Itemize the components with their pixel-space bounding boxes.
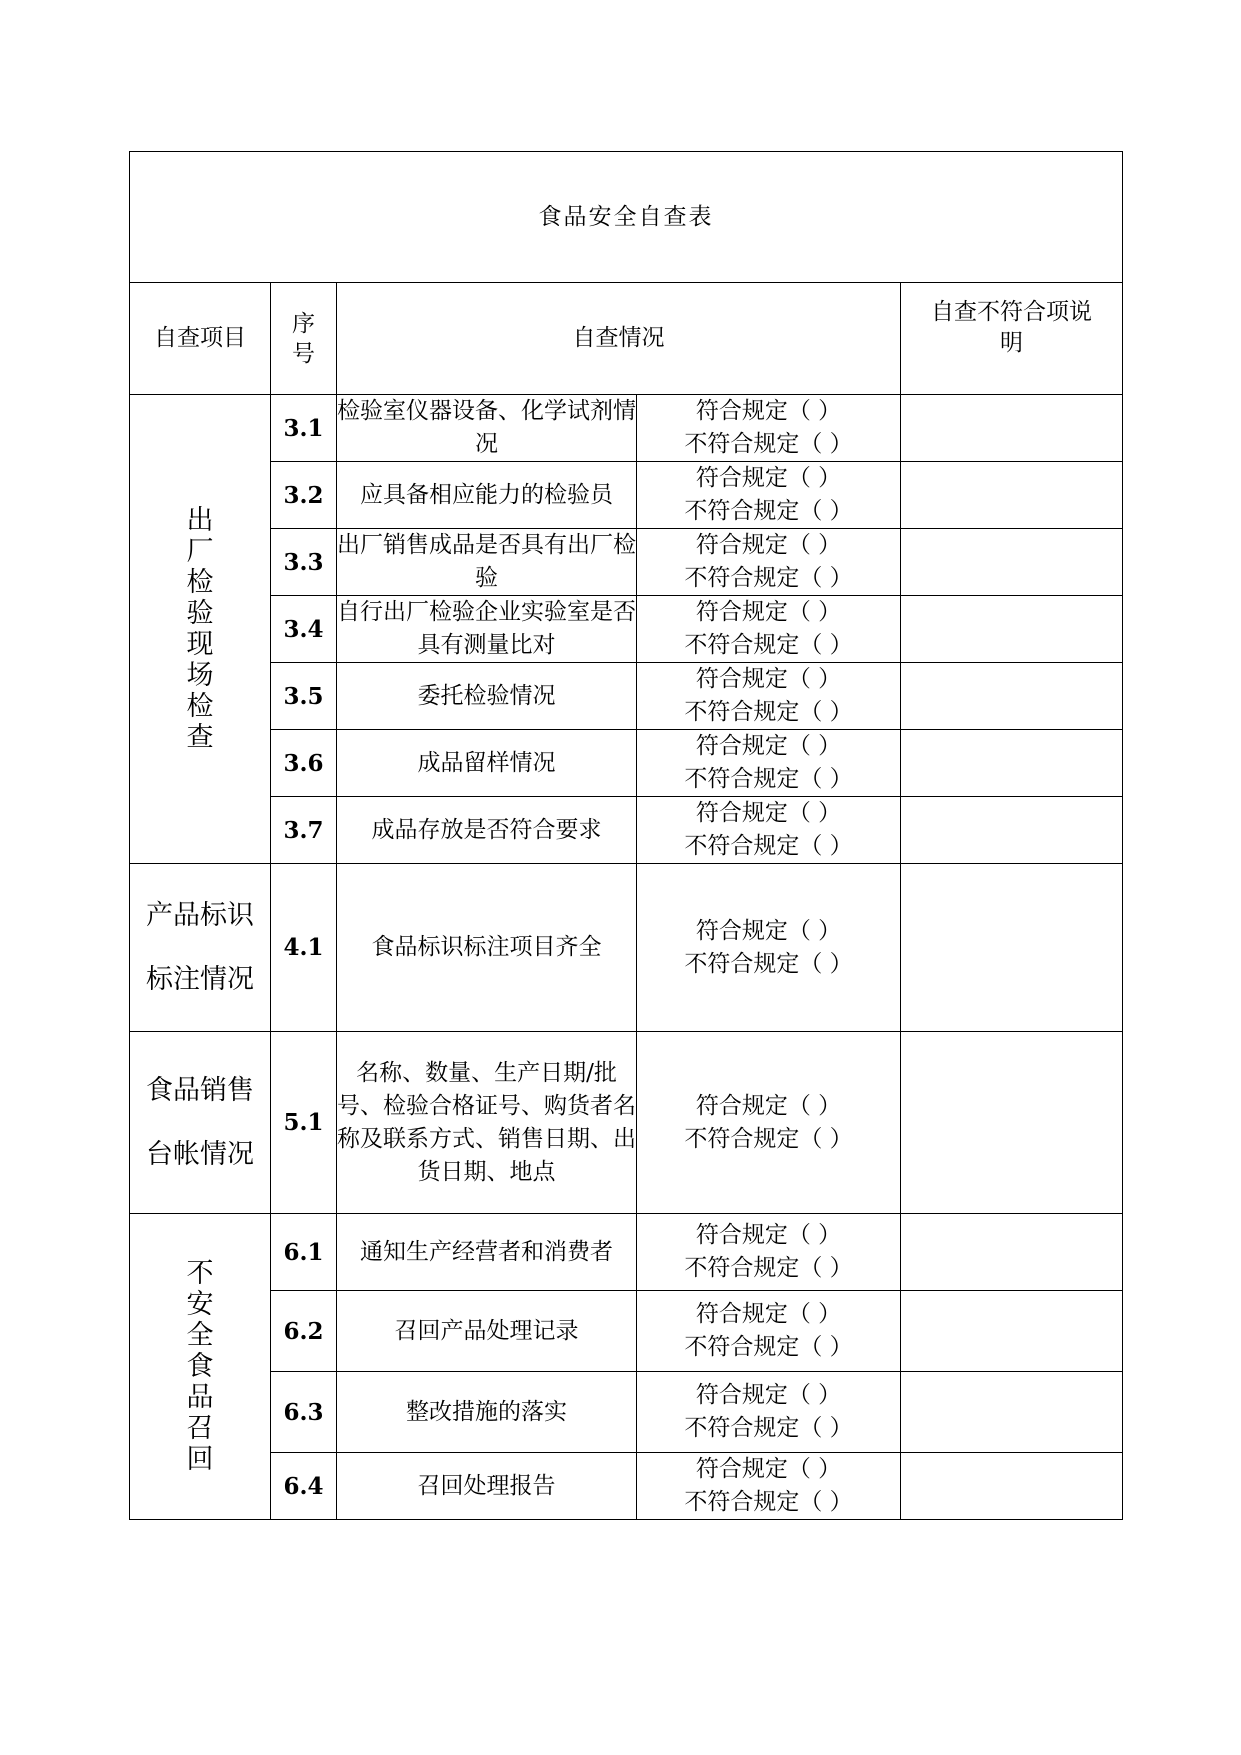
row-number: 3.6 [271, 730, 337, 797]
noncompliance-note-cell[interactable] [901, 1372, 1123, 1453]
row-description: 检验室仪器设备、化学试剂情况 [337, 395, 637, 462]
section-name [130, 395, 271, 864]
row-description: 应具备相应能力的检验员 [337, 462, 637, 529]
row-description: 食品标识标注项目齐全 [337, 864, 637, 1032]
option-compliant[interactable]: 符合规定（ ） [695, 398, 842, 424]
option-noncompliant[interactable]: 不符合规定（ ） [684, 1255, 853, 1281]
option-compliant[interactable]: 符合规定（ ） [695, 1301, 842, 1327]
table-row [130, 1032, 1123, 1214]
row-number: 3.4 [271, 596, 337, 663]
compliance-options [637, 1032, 901, 1214]
row-description: 召回产品处理记录 [337, 1291, 637, 1372]
title-row [130, 152, 1123, 283]
row-number: 3.2 [271, 462, 337, 529]
table-row [130, 395, 1123, 462]
section-name: 产品标识标注情况 [130, 864, 271, 1032]
option-compliant[interactable]: 符合规定（ ） [695, 666, 842, 692]
section-name-vertical: 出厂检验现场检查 [186, 505, 214, 753]
option-compliant[interactable]: 符合规定（ ） [695, 800, 842, 826]
noncompliance-note-cell[interactable] [901, 395, 1123, 462]
row-number: 3.3 [271, 529, 337, 596]
header-item: 自查项目 [130, 283, 271, 395]
noncompliance-note-cell[interactable] [901, 1214, 1123, 1291]
compliance-options [637, 730, 901, 797]
option-compliant[interactable]: 符合规定（ ） [695, 1092, 842, 1119]
option-noncompliant[interactable]: 不符合规定（ ） [684, 565, 853, 591]
option-compliant[interactable]: 符合规定（ ） [695, 465, 842, 491]
noncompliance-note-cell[interactable] [901, 462, 1123, 529]
table-row [130, 1453, 1123, 1520]
option-noncompliant[interactable]: 不符合规定（ ） [684, 1489, 853, 1515]
row-number: 5.1 [271, 1032, 337, 1214]
header-seq: 序号 [271, 283, 337, 395]
section-name [130, 1214, 271, 1520]
table-row [130, 1291, 1123, 1372]
row-number: 3.7 [271, 797, 337, 864]
compliance-options [637, 864, 901, 1032]
compliance-options [637, 797, 901, 864]
noncompliance-note-cell[interactable] [901, 797, 1123, 864]
option-noncompliant[interactable]: 不符合规定（ ） [684, 1415, 853, 1441]
noncompliance-note-cell[interactable] [901, 663, 1123, 730]
table-row [130, 1372, 1123, 1453]
row-number: 6.3 [271, 1372, 337, 1453]
noncompliance-note-cell[interactable] [901, 1453, 1123, 1520]
row-description: 名称、数量、生产日期/批号、检验合格证号、购货者名称及联系方式、销售日期、出货日期、地点 [337, 1032, 637, 1214]
noncompliance-note-cell[interactable] [901, 1291, 1123, 1372]
header-note [901, 283, 1123, 395]
option-noncompliant[interactable]: 不符合规定（ ） [684, 632, 853, 658]
noncompliance-note-cell[interactable] [901, 1032, 1123, 1214]
header-note-text: 自查不符合项说明 [931, 299, 1093, 356]
option-noncompliant[interactable]: 不符合规定（ ） [684, 498, 853, 524]
option-compliant[interactable]: 符合规定（ ） [695, 1456, 842, 1482]
row-description: 出厂销售成品是否具有出厂检验 [337, 529, 637, 596]
compliance-options [637, 462, 901, 529]
row-number: 6.4 [271, 1453, 337, 1520]
row-description: 自行出厂检验企业实验室是否具有测量比对 [337, 596, 637, 663]
option-compliant[interactable]: 符合规定（ ） [695, 1382, 842, 1408]
table-row [130, 1214, 1123, 1291]
noncompliance-note-cell[interactable] [901, 864, 1123, 1032]
compliance-options [637, 529, 901, 596]
noncompliance-note-cell[interactable] [901, 596, 1123, 663]
page-title: 食品安全自查表 [130, 152, 1123, 283]
table-row [130, 663, 1123, 730]
row-description: 成品留样情况 [337, 730, 637, 797]
row-description: 委托检验情况 [337, 663, 637, 730]
table-row [130, 864, 1123, 1032]
row-number: 6.1 [271, 1214, 337, 1291]
compliance-options [637, 596, 901, 663]
table-row [130, 596, 1123, 663]
row-description: 召回处理报告 [337, 1453, 637, 1520]
row-number: 6.2 [271, 1291, 337, 1372]
table-row [130, 797, 1123, 864]
option-noncompliant[interactable]: 不符合规定（ ） [684, 699, 853, 725]
table-row [130, 462, 1123, 529]
option-noncompliant[interactable]: 不符合规定（ ） [684, 1334, 853, 1360]
row-description: 整改措施的落实 [337, 1372, 637, 1453]
option-noncompliant[interactable]: 不符合规定（ ） [684, 431, 853, 457]
compliance-options [637, 1453, 901, 1520]
option-compliant[interactable]: 符合规定（ ） [695, 917, 842, 944]
option-noncompliant[interactable]: 不符合规定（ ） [684, 1125, 853, 1152]
compliance-options [637, 1291, 901, 1372]
option-noncompliant[interactable]: 不符合规定（ ） [684, 950, 853, 977]
option-noncompliant[interactable]: 不符合规定（ ） [684, 766, 853, 792]
row-description: 通知生产经营者和消费者 [337, 1214, 637, 1291]
option-compliant[interactable]: 符合规定（ ） [695, 1222, 842, 1248]
row-number: 3.1 [271, 395, 337, 462]
header-situation: 自查情况 [337, 283, 901, 395]
compliance-options [637, 1372, 901, 1453]
self-check-table [129, 151, 1123, 1520]
row-number: 3.5 [271, 663, 337, 730]
option-compliant[interactable]: 符合规定（ ） [695, 733, 842, 759]
table-row [130, 529, 1123, 596]
noncompliance-note-cell[interactable] [901, 730, 1123, 797]
table-row [130, 730, 1123, 797]
compliance-options [637, 395, 901, 462]
section-name: 食品销售台帐情况 [130, 1032, 271, 1214]
noncompliance-note-cell[interactable] [901, 529, 1123, 596]
section-name-vertical: 不安全食品召回 [186, 1258, 214, 1475]
row-number: 4.1 [271, 864, 337, 1032]
compliance-options [637, 1214, 901, 1291]
compliance-options [637, 663, 901, 730]
row-description: 成品存放是否符合要求 [337, 797, 637, 864]
option-compliant[interactable]: 符合规定（ ） [695, 532, 842, 558]
option-noncompliant[interactable]: 不符合规定（ ） [684, 833, 853, 859]
header-row [130, 283, 1123, 395]
option-compliant[interactable]: 符合规定（ ） [695, 599, 842, 625]
